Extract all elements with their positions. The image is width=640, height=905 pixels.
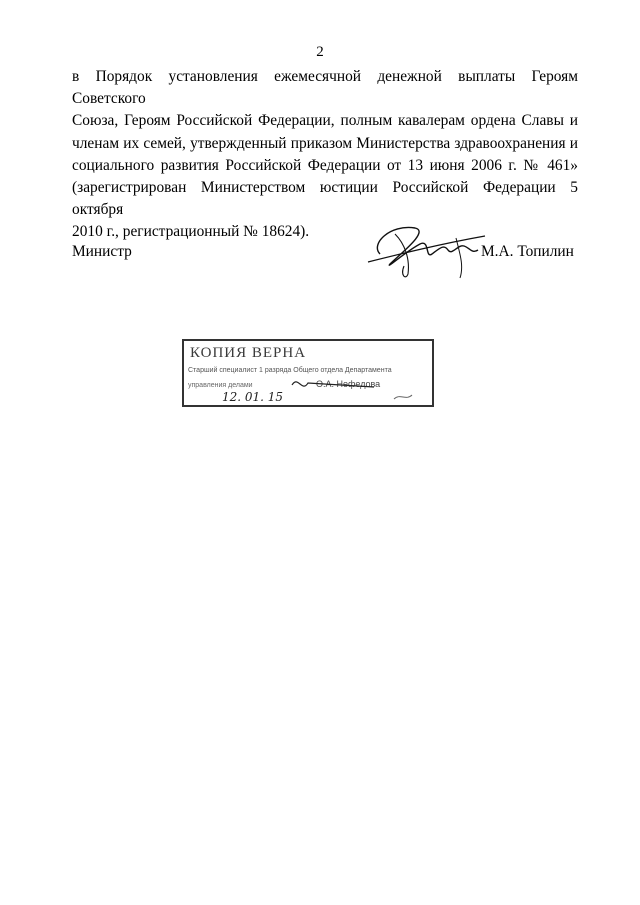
stamp-signature-scribble [184,341,436,409]
body-line: членам их семей, утвержденный приказом Министерства здравоохранения и [72,134,578,152]
signatory-name: М.А. Топилин [481,243,574,260]
body-line: (зарегистрирован Министерством юстиции Российской Федерации 5 октября [72,179,578,219]
body-line: социального развития Российской Федерации от 13 июня 2006 г. № 461» [72,156,578,174]
stamp-date: 12. 01. 15 [222,390,284,404]
stamp-department: управления делами [188,382,253,389]
stamp-position: Старший специалист 1 разряда Общего отдела Департамента [188,367,392,374]
stamp-official-name: О.А. Нефедова [316,379,381,389]
page-number: 2 [316,44,324,60]
stamp-title: КОПИЯ ВЕРНА [190,345,307,361]
body-line: Союза, Героям Российской Федерации, полным кавалерам ордена Славы и [72,112,578,130]
signatory-title: Министр [72,243,132,260]
handwritten-signature [360,214,490,284]
body-line: в Порядок установления ежемесячной денежной выплаты Героям Советского [72,68,578,108]
body-paragraph [72,66,578,244]
body-line: 2010 г., регистрационный № 18624). [72,223,310,241]
certification-stamp [182,339,434,407]
